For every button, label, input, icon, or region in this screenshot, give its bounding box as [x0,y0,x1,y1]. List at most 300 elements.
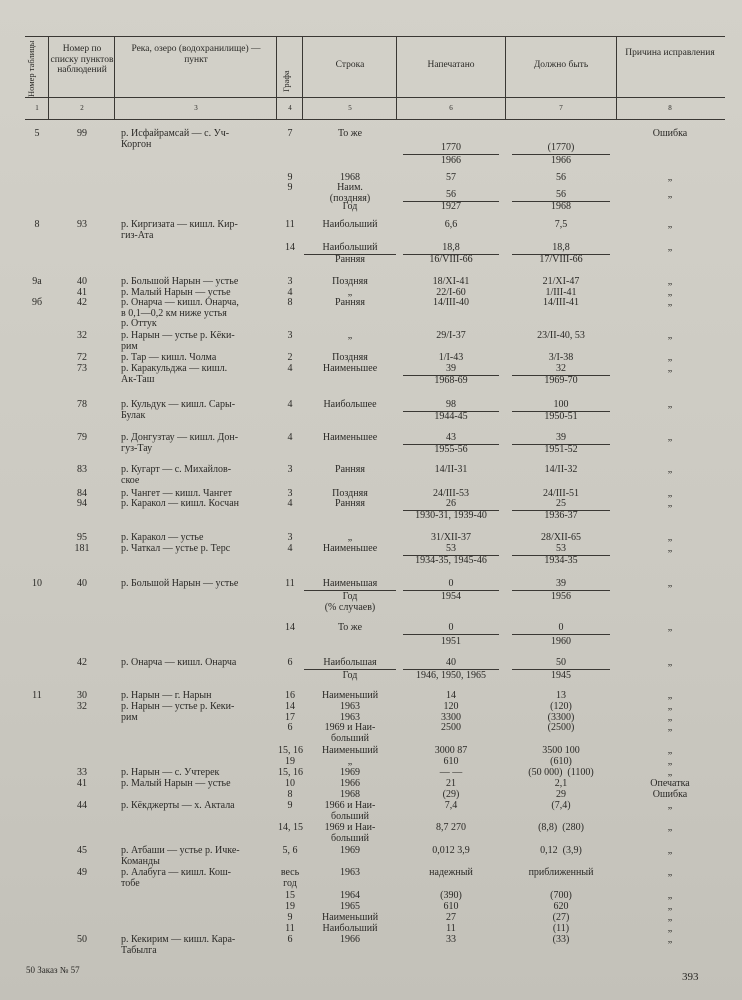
correct-value: 0,12 (3,9) [540,845,582,856]
printed-value: 22/I-60 [436,287,466,298]
line-label: Наименьшая [304,579,396,591]
column-number: 4 [287,399,293,410]
correct-value: приближенный [528,867,594,878]
line-label: Ранняя [335,464,365,475]
reason: „ [667,432,673,443]
col-divider [616,36,617,119]
correct-value: (120) [550,701,572,712]
header-should-be: Должно быть [533,60,589,70]
printed-value: 1968-69 [434,375,468,386]
reason: „ [667,189,673,200]
column-number: 4 [287,498,293,509]
col-divider [396,36,397,119]
correct-value: 1936-37 [544,510,578,521]
line-label: То же [337,128,363,139]
station-number: 41 [77,287,87,298]
table-number: 9б [31,297,43,308]
reason: „ [667,701,673,712]
col-divider [302,36,303,119]
printed-value: 8,7 270 [436,822,466,833]
line-label: Наибольший [304,243,396,255]
line-label: „ [347,287,353,298]
station-number: 181 [74,543,90,554]
correct-value: 1945 [551,670,571,681]
station-number: 33 [77,767,87,778]
reason: „ [667,363,673,374]
reason: „ [667,845,673,856]
header-river-point: Река, озеро (водохранилище) — пункт [131,44,261,65]
river-point: р. Исфайрамсай — с. Уч- Коргон [121,128,230,150]
reason: „ [667,745,673,756]
line-label: 1966 [340,778,360,789]
column-number: 11 [285,923,295,934]
column-number: 14 [285,701,295,712]
line-label: Наибольшее [323,399,377,410]
line-label: Наибольший [322,923,378,934]
reason: „ [667,657,673,668]
reason: „ [667,890,673,901]
line-label: Наименьший [321,745,379,756]
river-point: р. Чангет — кишл. Чангет [121,488,233,499]
correct-value: (1770) [512,143,610,155]
reason: „ [667,242,673,253]
reason: Ошибка [652,789,688,800]
station-number: 42 [77,657,87,668]
printed-value: 610 [443,756,459,767]
river-point: р. Нарын — г. Нарын [121,690,212,701]
printed-value: 1930-31, 1939-40 [415,510,487,521]
header-reason: Причина исправления [625,48,715,58]
line-label: 1963 [340,712,360,723]
reason: „ [667,690,673,701]
correct-value: 39 [512,433,610,445]
line-label: 1969 [340,767,360,778]
line-label: 1963 [340,867,360,878]
station-number: 95 [77,532,87,543]
correct-value: (50 000) (1100) [528,767,594,778]
correct-value: 1968 [551,201,571,212]
correct-value: 2,1 [554,778,568,789]
reason: „ [667,287,673,298]
line-label: Ранняя [335,254,365,265]
printed-value: 98 [403,400,499,412]
column-number: 16 [285,690,295,701]
river-point: р. Нарын — устье р. Кеки- рим [121,701,235,723]
reason: „ [667,297,673,308]
station-number: 83 [77,464,87,475]
line-label: „ [347,756,353,767]
reason: „ [667,622,673,633]
line-label: Наим. (поздняя) [329,182,371,204]
river-point: р. Онарча — кишл. Онарча [121,657,237,668]
col-divider [48,36,49,119]
station-number: 72 [77,352,87,363]
column-number: 19 [285,756,295,767]
col-num: 3 [194,104,198,112]
printed-value: 1954 [441,591,461,602]
river-point: р. Чаткал — устье р. Терс [121,543,231,554]
footer-order: 50 Заказ № 57 [26,965,80,975]
river-point: р. Большой Нарын — устье [121,578,239,589]
river-point: р. Кульдук — кишл. Сары- Булак [121,399,236,421]
correct-value: 1969-70 [544,375,578,386]
printed-value: 0 [403,623,499,635]
line-label: Ранняя [335,498,365,509]
correct-value: 1951-52 [544,444,578,455]
printed-value: 18,8 [403,243,499,255]
line-label: 1966 и Наи- больший [324,800,376,822]
printed-value: 2500 [441,722,461,733]
reason: „ [667,276,673,287]
station-number: 32 [77,701,87,712]
printed-value: 6,6 [444,219,458,230]
correct-value: 28/XII-65 [541,532,581,543]
correct-value: 29 [556,789,566,800]
correct-value: (2500) [547,722,575,733]
line-label: 1963 [340,701,360,712]
line-label: Поздняя [332,488,368,499]
river-point: р. Онарча — кишл. Онарча, в 0,1—0,2 км ниже устья р. Оттук [121,297,239,329]
printed-value: 43 [403,433,499,445]
station-number: 73 [77,363,87,374]
reason: „ [667,901,673,912]
printed-value: 18/XI-41 [432,276,470,287]
reason: „ [667,219,673,230]
col-num: 2 [80,104,84,112]
column-number: 3 [287,488,293,499]
col-divider [114,36,115,119]
line-label: „ [347,330,353,341]
header-line: Строка [335,60,365,70]
correct-value: 32 [512,364,610,376]
header-top-rule [25,36,725,37]
correct-value: (8,8) (280) [538,822,584,833]
printed-value: 1966 [441,155,461,166]
table-number: 9а [32,276,42,287]
correct-value: 50 [512,658,610,670]
correct-value: 56 [512,190,610,202]
line-label: Поздняя [332,352,368,363]
river-point: р. Кекирим — кишл. Кара- Табылга [121,934,236,956]
station-number: 41 [77,778,87,789]
reason: „ [667,543,673,554]
column-number: 3 [287,276,293,287]
column-number: 8 [287,297,293,308]
printed-value: 3300 [441,712,461,723]
correct-value: (27) [552,912,570,923]
correct-value: 100 [512,400,610,412]
river-point: р. Большой Нарын — устье [121,276,239,287]
printed-value: надежный [429,867,473,878]
river-point: р. Нарын — с. Учтерек [121,767,220,778]
reason: „ [667,330,673,341]
reason: „ [667,352,673,363]
printed-value: 610 [443,901,459,912]
station-number: 44 [77,800,87,811]
column-number: 7 [287,128,293,139]
correct-value: (700) [550,890,572,901]
river-point: р. Каракол — кишл. Косчан [121,498,240,509]
printed-value: 11 [446,923,456,934]
correct-value: 0 [512,623,610,635]
line-label: 1966 [340,934,360,945]
river-point: р. Кёкджерты — х. Актала [121,800,235,811]
column-number: 15 [285,890,295,901]
col-num: 6 [449,104,453,112]
line-label: 1964 [340,890,360,901]
header-printed: Напечатано [427,60,475,70]
correct-value: 39 [512,579,610,591]
printed-value: 40 [403,658,499,670]
reason: „ [667,767,673,778]
correct-value: 18,8 [512,243,610,255]
river-point: р. Нарын — устье р. Кёки- рим [121,330,235,352]
printed-value: 31/XII-37 [431,532,471,543]
river-point: р. Алабуга — кишл. Кош- тобе [121,867,231,889]
correct-value: 25 [512,499,610,511]
column-number: 3 [287,330,293,341]
correct-value: (610) [550,756,572,767]
station-number: 78 [77,399,87,410]
correct-value: (11) [552,923,570,934]
river-point: р. Атбаши — устье р. Ичке- Команды [121,845,240,867]
col-num: 5 [348,104,352,112]
line-label: То же [337,622,363,633]
printed-value: 39 [403,364,499,376]
printed-value: (29) [442,789,460,800]
reason: „ [667,399,673,410]
correct-value: 620 [553,901,569,912]
station-number: 93 [77,219,87,230]
header-station-number: Номер по списку пунктов наблюдений [50,44,114,75]
correct-value: 56 [556,172,566,183]
printed-value: 29/I-37 [436,330,466,341]
column-number: 8 [287,789,293,800]
station-number: 32 [77,330,87,341]
table-number: 10 [32,578,42,589]
column-number: 2 [287,352,293,363]
correct-value: 7,5 [554,219,568,230]
correct-value: 1934-35 [544,555,578,566]
col-num: 4 [288,104,292,112]
column-number: 14, 15 [278,822,303,833]
column-number: 3 [287,464,293,475]
header-mid-rule [25,97,725,98]
river-point: р. Кугарт — с. Михайлов- ское [121,464,232,486]
column-number: 6 [287,934,293,945]
line-label: Год [342,670,358,681]
river-point: р. Малый Нарын — устье [121,287,231,298]
printed-value: 1770 [403,143,499,155]
line-label: 1968 [340,789,360,800]
line-label: 1965 [340,901,360,912]
correct-value: 3/I-38 [548,352,574,363]
printed-value: 21 [446,778,456,789]
column-number: 14 [285,622,295,633]
header-table-number: Номер таблицы [26,40,36,97]
correct-value: 53 [512,544,610,556]
printed-value: 56 [403,190,499,202]
printed-value: 27 [446,912,456,923]
line-label: „ [347,532,353,543]
correct-value: 14/III-41 [542,297,580,308]
column-number: 9 [287,182,293,193]
column-number: 17 [285,712,295,723]
line-label: Наибольший [322,219,378,230]
printed-value: 1944-45 [434,411,468,422]
line-label: Наименьшее [322,432,378,443]
correct-value: 24/III-51 [542,488,580,499]
reason: „ [667,934,673,945]
header-bottom-rule [25,119,725,120]
river-point: р. Донгузтау — кишл. Дон- гуз-Тау [121,432,239,454]
reason: „ [667,822,673,833]
river-point: р. Малый Нарын — устье [121,778,231,789]
river-point: р. Киргизата — кишл. Кир- гиз-Ата [121,219,238,241]
reason: „ [667,722,673,733]
correct-value: 1960 [551,636,571,647]
printed-value: 0 [403,579,499,591]
line-label: 1969 и Наи- больший [324,822,376,844]
column-number: 15, 16 [278,745,303,756]
printed-value: 16/VIII-66 [429,254,473,265]
table-number: 11 [32,690,42,701]
station-number: 79 [77,432,87,443]
column-number: 19 [285,901,295,912]
correct-value: 23/II-40, 53 [537,330,585,341]
correct-value: (7,4) [551,800,571,811]
printed-value: 26 [403,499,499,511]
column-number: 11 [285,578,295,589]
river-point: р. Каракол — устье [121,532,204,543]
printed-value: 3000 87 [434,745,468,756]
col-num: 7 [559,104,563,112]
reason: „ [667,172,673,183]
station-number: 50 [77,934,87,945]
correct-value: 13 [556,690,566,701]
column-number: 15, 16 [278,767,303,778]
reason: „ [667,756,673,767]
col-num: 8 [668,104,672,112]
correct-value: (3300) [547,712,575,723]
printed-value: 1951 [441,636,461,647]
column-number: 10 [285,778,295,789]
column-number: 14 [285,242,295,253]
printed-value: 7,4 [444,800,458,811]
river-point: р. Каракульджа — кишл. Ак-Таш [121,363,228,385]
page-number: 393 [682,971,699,983]
column-number: весь год [280,867,300,889]
column-number: 4 [287,287,293,298]
correct-value: 1950-51 [544,411,578,422]
printed-value: 120 [443,701,459,712]
table-number: 8 [34,219,40,230]
reason: „ [667,532,673,543]
column-number: 9 [287,800,293,811]
line-label: Наибольшая [304,658,396,670]
correct-value: 1956 [551,591,571,602]
column-number: 5, 6 [282,845,298,856]
line-label: Ранняя [335,297,365,308]
reason: „ [667,867,673,878]
correct-value: 1/III-41 [545,287,577,298]
column-number: 6 [287,657,293,668]
line-label: Наименьший [321,912,379,923]
printed-value: 53 [403,544,499,556]
printed-value: 1955-56 [434,444,468,455]
printed-value: 24/III-53 [432,488,470,499]
column-number: 6 [287,722,293,733]
column-number: 4 [287,543,293,554]
printed-value: 14 [446,690,456,701]
printed-value: 33 [446,934,456,945]
column-number: 9 [287,912,293,923]
col-divider [505,36,506,119]
station-number: 49 [77,867,87,878]
printed-value: 1946, 1950, 1965 [416,670,486,681]
header-column: Графа [281,70,291,92]
reason: „ [667,912,673,923]
station-number: 99 [77,128,87,139]
line-label: Поздняя [332,276,368,287]
col-divider [276,36,277,119]
line-label: 1969 [340,845,360,856]
line-label: 1968 [340,172,360,183]
table-number: 5 [34,128,40,139]
reason: Ошибка [652,128,688,139]
line-label: Наименьшее [322,543,378,554]
column-number: 9 [287,172,293,183]
column-number: 4 [287,432,293,443]
correct-value: 3500 100 [542,745,580,756]
reason: Опечатка [650,778,690,789]
printed-value: 1927 [441,201,461,212]
reason: „ [667,464,673,475]
reason: „ [667,800,673,811]
printed-value: 14/III-40 [432,297,470,308]
printed-value: — — [439,767,463,778]
line-label: Наименьшее [322,363,378,374]
printed-value: (390) [440,890,462,901]
station-number: 40 [77,578,87,589]
line-label: 1969 и Наи- больший [324,722,376,744]
line-label: Год (% случаев) [324,591,376,613]
correct-value: (33) [552,934,570,945]
station-number: 42 [77,297,87,308]
station-number: 84 [77,488,87,499]
col-num: 1 [35,104,39,112]
correct-value: 21/XI-47 [542,276,580,287]
column-number: 3 [287,532,293,543]
correct-value: 17/VIII-66 [539,254,583,265]
column-number: 4 [287,363,293,374]
column-number: 11 [285,219,295,230]
reason: „ [667,488,673,499]
reason: „ [667,578,673,589]
reason: „ [667,712,673,723]
station-number: 40 [77,276,87,287]
station-number: 45 [77,845,87,856]
line-label: Наименьший [321,690,379,701]
printed-value: 14/II-31 [434,464,468,475]
correct-value: 14/II-32 [544,464,578,475]
printed-value: 1934-35, 1945-46 [415,555,487,566]
printed-value: 57 [446,172,456,183]
correct-value: 1966 [551,155,571,166]
line-label: Год [342,201,358,212]
river-point: р. Тар — кишл. Чолма [121,352,217,363]
printed-value: 1/I-43 [438,352,464,363]
